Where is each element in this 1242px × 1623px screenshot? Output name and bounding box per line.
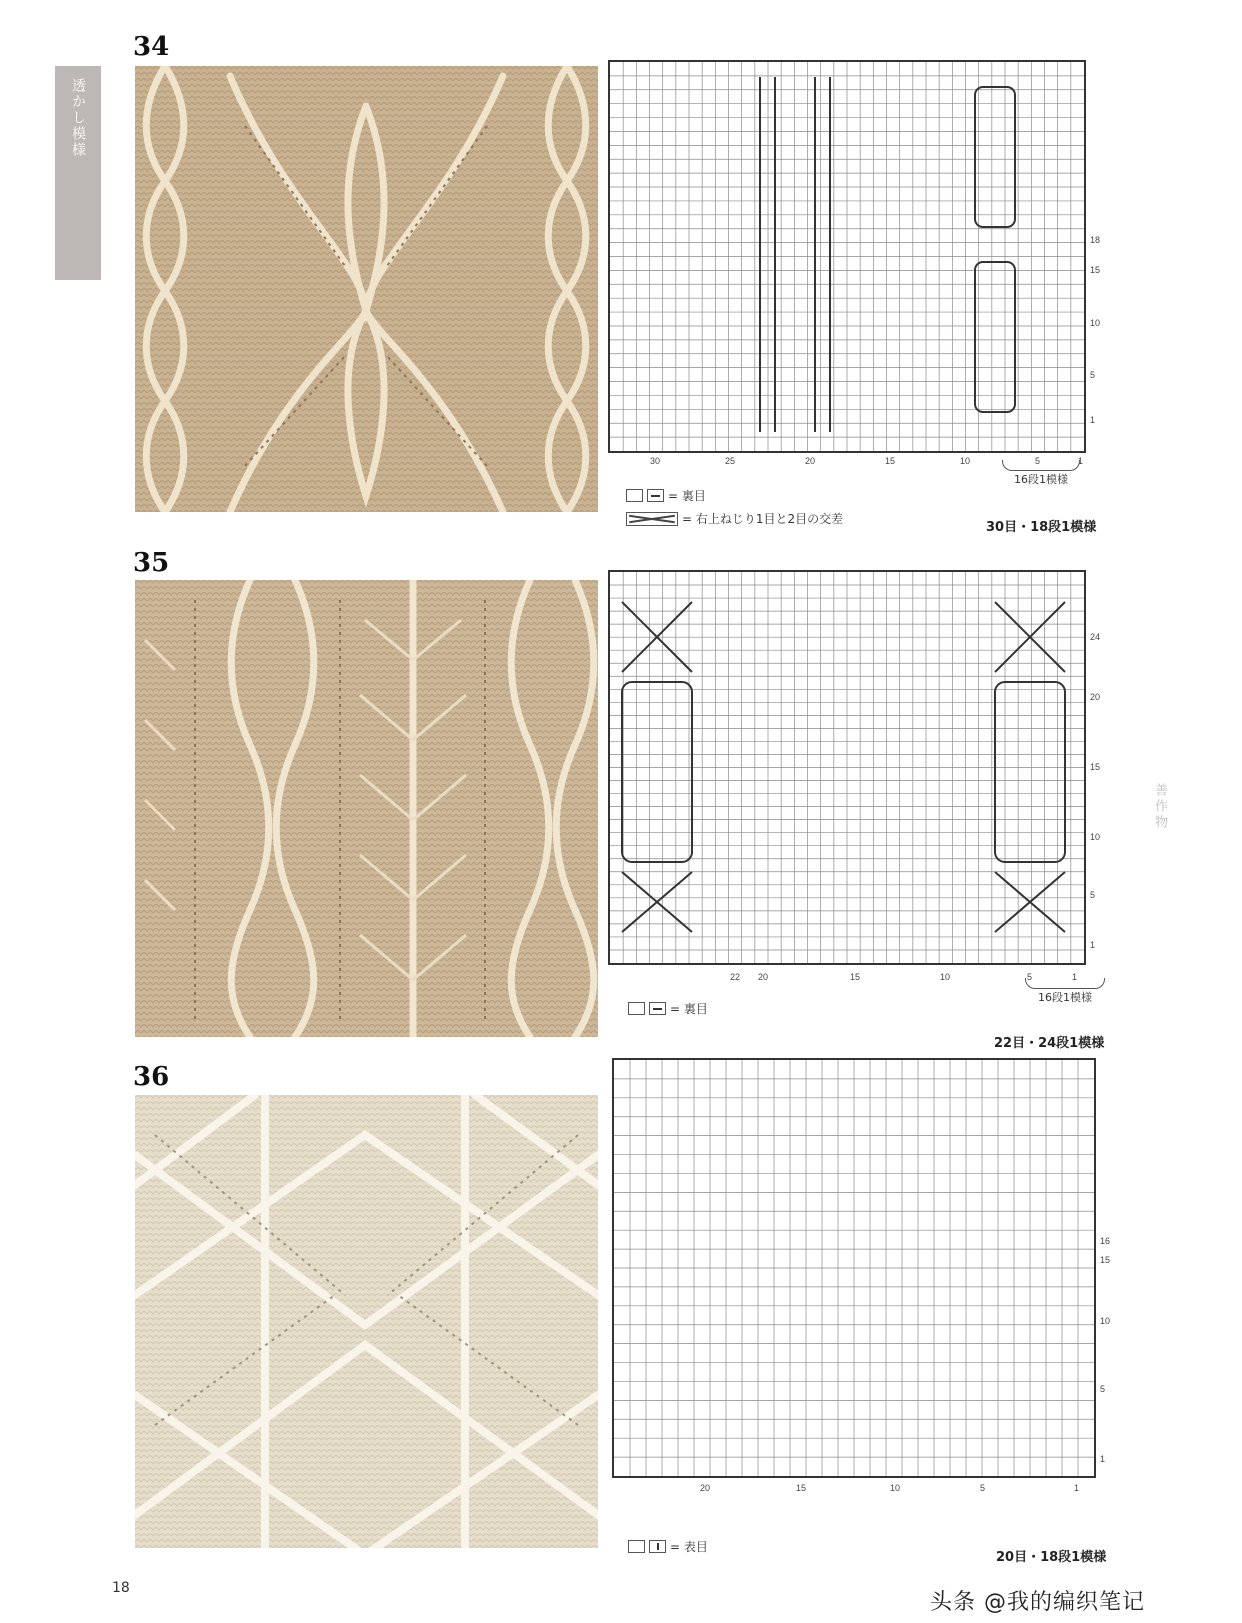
watermark-text: 头条 @我的编织笔记	[930, 1590, 1145, 1615]
stitch-bracket-35	[1025, 978, 1105, 1005]
legend-text: = 裏目	[668, 489, 706, 503]
row-label: 1	[1100, 1454, 1106, 1464]
purl-symbol-icon	[647, 489, 664, 502]
col-label: 15	[850, 972, 861, 982]
col-label: 20	[700, 1483, 711, 1493]
row-label: 20	[1090, 692, 1101, 702]
page-number: 18	[112, 1580, 130, 1596]
row-label: 5	[1090, 890, 1096, 900]
bracket-label: 16段1模様	[1038, 991, 1092, 1004]
pattern-number-36: 36	[133, 1062, 170, 1092]
repeat-info-34: 30目・18段1模様	[986, 520, 1097, 535]
legend-text: = 右上ねじり1目と2目の交差	[682, 512, 844, 526]
row-label: 5	[1100, 1384, 1106, 1394]
col-label: 30	[650, 456, 661, 466]
legend-purl-35	[628, 1000, 708, 1017]
col-label: 15	[796, 1483, 807, 1493]
bracket-label: 16段1模様	[1014, 473, 1068, 486]
col-label: 25	[725, 456, 736, 466]
col-label: 5	[1035, 456, 1041, 466]
legend-cable-34	[626, 510, 843, 527]
knitting-chart-36	[612, 1058, 1096, 1478]
col-label: 1	[1074, 1483, 1080, 1493]
row-label: 1	[1090, 415, 1096, 425]
section-tab-label: 透かし模様	[70, 78, 86, 158]
knitting-chart-35	[608, 570, 1086, 965]
col-label: 10	[890, 1483, 901, 1493]
blank-cell-icon	[628, 1002, 645, 1015]
col-label: 5	[980, 1483, 986, 1493]
pattern-number-35: 35	[133, 548, 170, 578]
cable-cross-symbol-icon	[626, 512, 678, 526]
repeat-info-35: 22目・24段1模様	[994, 1036, 1105, 1051]
side-note: 善作物	[1152, 783, 1167, 831]
row-label: 16	[1100, 1236, 1111, 1246]
pattern-photo-34	[135, 66, 598, 512]
row-label: 5	[1090, 370, 1096, 380]
col-label: 5	[1027, 972, 1033, 982]
row-label: 10	[1090, 832, 1101, 842]
col-label: 20	[805, 456, 816, 466]
row-label: 10	[1090, 318, 1101, 328]
col-label: 15	[885, 456, 896, 466]
row-label: 15	[1090, 265, 1101, 275]
knitting-chart-34	[608, 60, 1086, 453]
row-label: 15	[1090, 762, 1101, 772]
row-label: 18	[1090, 235, 1101, 245]
col-label: 10	[940, 972, 951, 982]
blank-cell-icon	[626, 489, 643, 502]
blank-cell-icon	[628, 1540, 645, 1553]
knit-symbol-icon	[649, 1540, 666, 1553]
col-label: 1	[1072, 972, 1078, 982]
repeat-info-36: 20目・18段1模様	[996, 1550, 1107, 1565]
col-label: 1	[1078, 456, 1084, 466]
col-label: 20	[758, 972, 769, 982]
row-label: 10	[1100, 1316, 1111, 1326]
pattern-photo-35	[135, 580, 598, 1037]
section-tab	[55, 66, 101, 280]
purl-symbol-icon	[649, 1002, 666, 1015]
row-label: 1	[1090, 940, 1096, 950]
row-label: 24	[1090, 632, 1101, 642]
legend-text: = 表目	[670, 1540, 708, 1554]
stitch-bracket-34	[1002, 460, 1080, 487]
col-label: 10	[960, 456, 971, 466]
legend-text: = 裏目	[670, 1002, 708, 1016]
legend-knit-36	[628, 1538, 708, 1555]
pattern-photo-36	[135, 1095, 598, 1548]
col-label: 22	[730, 972, 741, 982]
legend-purl-34	[626, 487, 706, 504]
row-label: 15	[1100, 1255, 1111, 1265]
pattern-number-34: 34	[133, 32, 170, 62]
